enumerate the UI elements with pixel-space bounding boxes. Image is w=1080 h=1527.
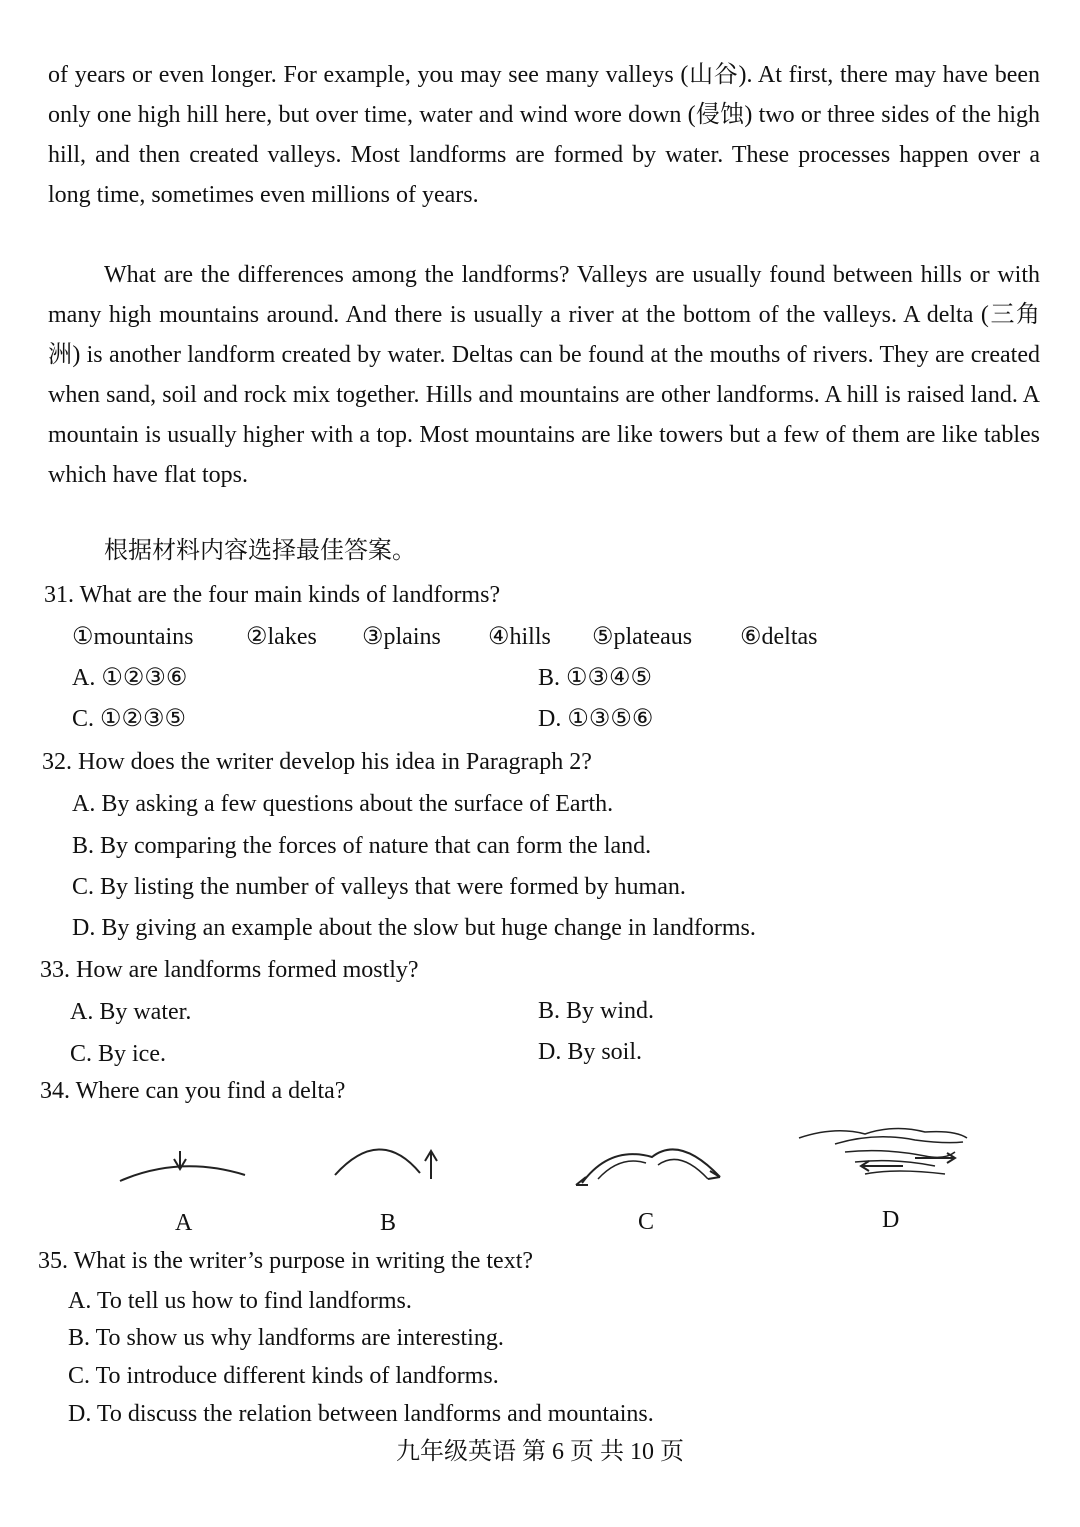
- question-35-stem: 35. What is the writer’s purpose in writing the text?: [38, 1248, 534, 1274]
- q34-figure-b-mountain[interactable]: [325, 1135, 450, 1195]
- q31-item-deltas: ⑥deltas: [740, 624, 818, 650]
- passage-paragraph-2: What are the differences among the landforms? Valleys are usually found between hills or with many high mountains around. And there is usually a river at the bottom of the valleys. A delta (三角洲) is another landform created by water. Deltas can be found at the mouths of rivers. They are created when sand, soil and rock mix together. Hills and mountains are other landforms. A hill is raised land. A mountain is usually higher with a top. Most mountains are like towers but a few of them are like tables which have flat tops.: [48, 262, 1040, 488]
- q32-option-c[interactable]: C. By listing the number of valleys that were formed by human.: [72, 874, 686, 900]
- q34-label-a: A: [175, 1210, 193, 1236]
- q31-item-plains: ③plains: [362, 624, 441, 650]
- q31-option-d[interactable]: D. ①③⑤⑥: [538, 706, 654, 732]
- q31-option-c[interactable]: C. ①②③⑤: [72, 706, 187, 732]
- q35-option-b[interactable]: B. To show us why landforms are interesting.: [68, 1325, 504, 1351]
- instruction: 根据材料内容选择最佳答案。: [104, 538, 416, 564]
- q33-option-d[interactable]: D. By soil.: [538, 1039, 643, 1065]
- q31-option-b[interactable]: B. ①③④⑤: [538, 665, 653, 691]
- q31-item-hills: ④hills: [488, 624, 551, 650]
- q35-option-a[interactable]: A. To tell us how to find landforms.: [68, 1288, 412, 1314]
- passage-paragraph-1: of years or even longer. For example, you may see many valleys (山谷). At first, there may have been only one high hill here, but over time, water and wind wore down (侵蚀) two or three sides of the high hill, and then created valleys. Most landforms are formed by water. These processes happen over a long time, sometimes even millions of years.: [48, 62, 1040, 208]
- q31-option-a[interactable]: A. ①②③⑥: [72, 665, 188, 691]
- q34-label-b: B: [380, 1210, 397, 1236]
- q31-item-lakes: ②lakes: [246, 624, 317, 650]
- question-33-stem: 33. How are landforms formed mostly?: [40, 957, 419, 983]
- q35-option-d[interactable]: D. To discuss the relation between landforms and mountains.: [68, 1401, 654, 1427]
- question-34-stem: 34. Where can you find a delta?: [40, 1078, 346, 1104]
- q35-option-c[interactable]: C. To introduce different kinds of landforms.: [68, 1363, 499, 1389]
- question-32-stem: 32. How does the writer develop his idea in Paragraph 2?: [42, 749, 592, 775]
- q34-figure-a-hill[interactable]: [110, 1145, 255, 1195]
- q31-item-plateaus: ⑤plateaus: [592, 624, 693, 650]
- q31-item-mountains: ①mountains: [72, 624, 194, 650]
- q33-option-c[interactable]: C. By ice.: [70, 1041, 166, 1067]
- q32-option-a[interactable]: A. By asking a few questions about the surface of Earth.: [72, 791, 614, 817]
- q34-label-d: D: [882, 1207, 900, 1233]
- q32-option-d[interactable]: D. By giving an example about the slow but huge change in landforms.: [72, 915, 756, 941]
- q34-figure-c-valley[interactable]: [570, 1135, 730, 1195]
- q32-option-b[interactable]: B. By comparing the forces of nature that can form the land.: [72, 833, 652, 859]
- q34-label-c: C: [638, 1209, 655, 1235]
- q34-figure-d-delta[interactable]: [795, 1122, 975, 1192]
- q33-option-a[interactable]: A. By water.: [70, 999, 192, 1025]
- q33-option-b[interactable]: B. By wind.: [538, 998, 655, 1024]
- question-31-stem: 31. What are the four main kinds of landforms?: [44, 582, 501, 608]
- page-footer: 九年级英语 第 6 页 共 10 页: [396, 1439, 684, 1465]
